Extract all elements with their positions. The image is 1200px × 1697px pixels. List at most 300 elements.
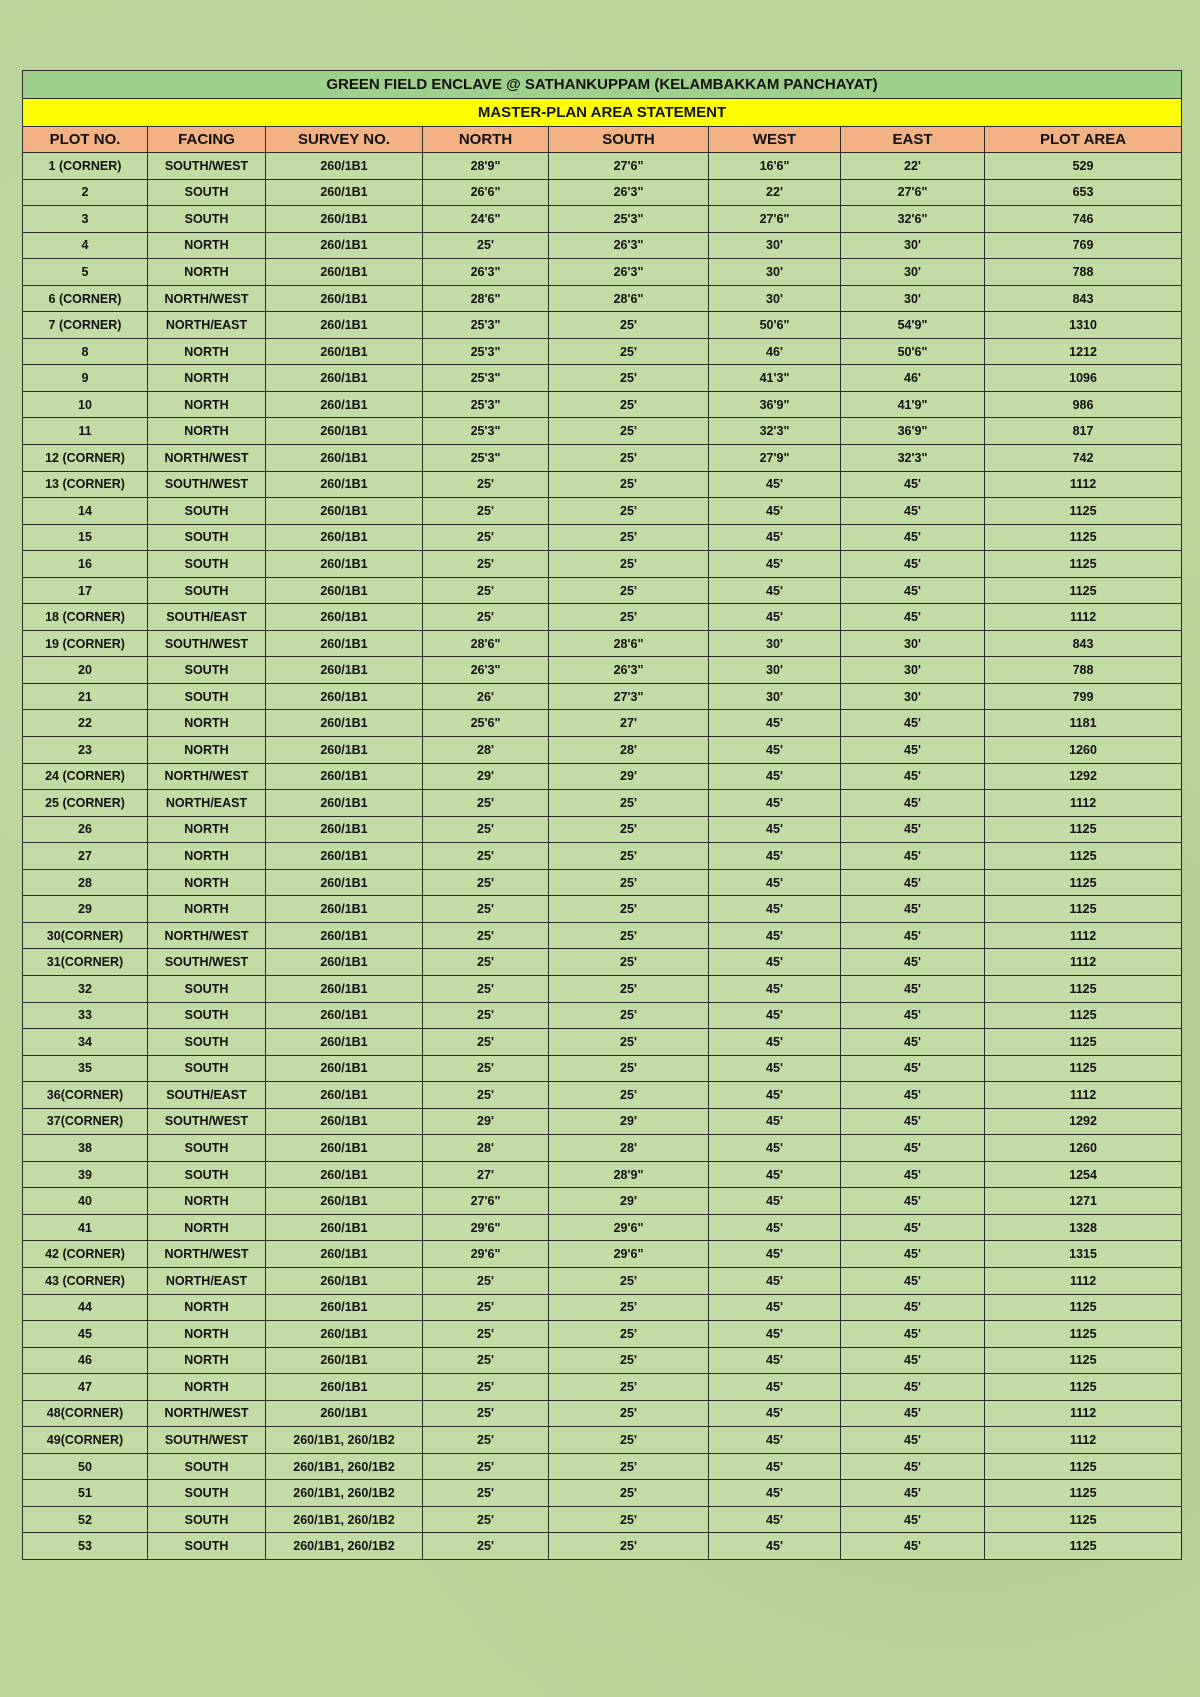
table-row xyxy=(23,896,1182,923)
west-cell: 45' xyxy=(709,1029,841,1056)
north-cell: 25'3" xyxy=(423,365,549,392)
area-statement-table xyxy=(22,70,1182,1560)
survey-no-cell: 260/1B1 xyxy=(266,630,423,657)
plot-area-cell: 986 xyxy=(985,391,1182,418)
east-cell: 45' xyxy=(841,1533,985,1560)
south-cell: 25' xyxy=(549,1294,709,1321)
survey-no-cell: 260/1B1, 260/1B2 xyxy=(266,1533,423,1560)
east-cell: 45' xyxy=(841,949,985,976)
north-cell: 25' xyxy=(423,1533,549,1560)
north-cell: 25' xyxy=(423,1506,549,1533)
survey-no-cell: 260/1B1 xyxy=(266,551,423,578)
table-row xyxy=(23,1506,1182,1533)
plot-no-cell: 29 xyxy=(23,896,148,923)
west-cell: 45' xyxy=(709,922,841,949)
table-row xyxy=(23,1321,1182,1348)
west-cell: 45' xyxy=(709,1082,841,1109)
north-cell: 25' xyxy=(423,471,549,498)
table-row xyxy=(23,312,1182,339)
plot-area-cell: 1212 xyxy=(985,338,1182,365)
table-row xyxy=(23,657,1182,684)
table-row xyxy=(23,232,1182,259)
plot-area-cell: 1125 xyxy=(985,896,1182,923)
west-cell: 30' xyxy=(709,683,841,710)
plot-no-cell: 17 xyxy=(23,577,148,604)
facing-cell: NORTH xyxy=(148,338,266,365)
survey-no-cell: 260/1B1 xyxy=(266,179,423,206)
plot-no-cell: 1 (CORNER) xyxy=(23,153,148,180)
survey-no-cell: 260/1B1 xyxy=(266,471,423,498)
east-cell: 45' xyxy=(841,1267,985,1294)
survey-no-cell: 260/1B1 xyxy=(266,285,423,312)
survey-no-cell: 260/1B1 xyxy=(266,524,423,551)
facing-cell: SOUTH xyxy=(148,1135,266,1162)
table-row xyxy=(23,445,1182,472)
plot-no-cell: 13 (CORNER) xyxy=(23,471,148,498)
facing-cell: NORTH xyxy=(148,365,266,392)
north-cell: 25' xyxy=(423,604,549,631)
west-cell: 45' xyxy=(709,816,841,843)
plot-no-cell: 31(CORNER) xyxy=(23,949,148,976)
west-cell: 45' xyxy=(709,1267,841,1294)
south-cell: 25' xyxy=(549,577,709,604)
south-cell: 25' xyxy=(549,1055,709,1082)
west-cell: 45' xyxy=(709,1214,841,1241)
east-cell: 30' xyxy=(841,657,985,684)
survey-no-cell: 260/1B1 xyxy=(266,1214,423,1241)
plot-no-cell: 30(CORNER) xyxy=(23,922,148,949)
plot-area-cell: 1292 xyxy=(985,1108,1182,1135)
north-cell: 25' xyxy=(423,843,549,870)
facing-cell: NORTH xyxy=(148,843,266,870)
east-cell: 45' xyxy=(841,1400,985,1427)
south-cell: 25' xyxy=(549,1347,709,1374)
north-cell: 25'3" xyxy=(423,391,549,418)
table-row xyxy=(23,949,1182,976)
west-cell: 45' xyxy=(709,1055,841,1082)
plot-rows xyxy=(23,153,1182,1560)
plot-area-cell: 799 xyxy=(985,683,1182,710)
south-cell: 25' xyxy=(549,1082,709,1109)
plot-no-cell: 16 xyxy=(23,551,148,578)
plot-no-cell: 3 xyxy=(23,206,148,233)
west-cell: 27'6" xyxy=(709,206,841,233)
facing-cell: SOUTH xyxy=(148,1002,266,1029)
east-cell: 30' xyxy=(841,630,985,657)
plot-area-cell: 1125 xyxy=(985,577,1182,604)
survey-no-cell: 260/1B1 xyxy=(266,816,423,843)
west-cell: 45' xyxy=(709,1400,841,1427)
west-cell: 45' xyxy=(709,524,841,551)
west-cell: 45' xyxy=(709,498,841,525)
plot-no-cell: 47 xyxy=(23,1374,148,1401)
east-cell: 45' xyxy=(841,1241,985,1268)
south-cell: 28'6" xyxy=(549,285,709,312)
south-cell: 25' xyxy=(549,922,709,949)
east-cell: 45' xyxy=(841,1135,985,1162)
survey-no-cell: 260/1B1 xyxy=(266,869,423,896)
south-cell: 26'3" xyxy=(549,232,709,259)
table-row xyxy=(23,1241,1182,1268)
east-cell: 45' xyxy=(841,1161,985,1188)
plot-area-cell: 1125 xyxy=(985,1533,1182,1560)
survey-no-cell: 260/1B1 xyxy=(266,498,423,525)
west-cell: 45' xyxy=(709,896,841,923)
facing-cell: NORTH xyxy=(148,418,266,445)
facing-cell: NORTH xyxy=(148,1321,266,1348)
table-row xyxy=(23,338,1182,365)
south-cell: 25' xyxy=(549,1427,709,1454)
plot-area-cell: 1112 xyxy=(985,922,1182,949)
table-row xyxy=(23,763,1182,790)
column-header-survey-no: SURVEY NO. xyxy=(266,127,423,153)
north-cell: 25' xyxy=(423,790,549,817)
facing-cell: NORTH xyxy=(148,259,266,286)
table-row xyxy=(23,471,1182,498)
facing-cell: NORTH xyxy=(148,1347,266,1374)
plot-area-cell: 1125 xyxy=(985,1002,1182,1029)
table-row xyxy=(23,1055,1182,1082)
south-cell: 25' xyxy=(549,816,709,843)
south-cell: 27'3" xyxy=(549,683,709,710)
survey-no-cell: 260/1B1 xyxy=(266,259,423,286)
table-row xyxy=(23,551,1182,578)
plot-area-cell: 788 xyxy=(985,259,1182,286)
south-cell: 25' xyxy=(549,1533,709,1560)
table-row xyxy=(23,1400,1182,1427)
plot-area-cell: 1112 xyxy=(985,949,1182,976)
west-cell: 30' xyxy=(709,232,841,259)
facing-cell: SOUTH xyxy=(148,551,266,578)
south-cell: 25'3" xyxy=(549,206,709,233)
south-cell: 25' xyxy=(549,604,709,631)
south-cell: 29' xyxy=(549,1108,709,1135)
north-cell: 25' xyxy=(423,1267,549,1294)
facing-cell: SOUTH xyxy=(148,1506,266,1533)
east-cell: 45' xyxy=(841,1294,985,1321)
west-cell: 45' xyxy=(709,1374,841,1401)
north-cell: 28' xyxy=(423,737,549,764)
facing-cell: NORTH xyxy=(148,896,266,923)
plot-no-cell: 11 xyxy=(23,418,148,445)
table-row xyxy=(23,630,1182,657)
table-row xyxy=(23,206,1182,233)
table-row xyxy=(23,1188,1182,1215)
table-row xyxy=(23,365,1182,392)
survey-no-cell: 260/1B1 xyxy=(266,710,423,737)
column-header-plot-no: PLOT NO. xyxy=(23,127,148,153)
west-cell: 30' xyxy=(709,285,841,312)
west-cell: 45' xyxy=(709,471,841,498)
table-row xyxy=(23,1427,1182,1454)
plot-no-cell: 40 xyxy=(23,1188,148,1215)
plot-area-cell: 1292 xyxy=(985,763,1182,790)
survey-no-cell: 260/1B1 xyxy=(266,391,423,418)
south-cell: 25' xyxy=(549,896,709,923)
south-cell: 26'3" xyxy=(549,179,709,206)
north-cell: 27' xyxy=(423,1161,549,1188)
facing-cell: NORTH xyxy=(148,1374,266,1401)
facing-cell: NORTH/EAST xyxy=(148,790,266,817)
survey-no-cell: 260/1B1 xyxy=(266,1082,423,1109)
plot-area-cell: 1125 xyxy=(985,843,1182,870)
east-cell: 45' xyxy=(841,763,985,790)
plot-area-cell: 1125 xyxy=(985,498,1182,525)
table-row xyxy=(23,604,1182,631)
south-cell: 25' xyxy=(549,975,709,1002)
plot-no-cell: 51 xyxy=(23,1480,148,1507)
facing-cell: SOUTH xyxy=(148,498,266,525)
survey-no-cell: 260/1B1 xyxy=(266,338,423,365)
facing-cell: NORTH/WEST xyxy=(148,445,266,472)
plot-area-cell: 1125 xyxy=(985,1321,1182,1348)
column-header-north: NORTH xyxy=(423,127,549,153)
facing-cell: SOUTH/WEST xyxy=(148,1427,266,1454)
south-cell: 25' xyxy=(549,418,709,445)
south-cell: 25' xyxy=(549,1374,709,1401)
table-row xyxy=(23,1480,1182,1507)
plot-area-cell: 1310 xyxy=(985,312,1182,339)
west-cell: 45' xyxy=(709,1188,841,1215)
plot-area-cell: 1125 xyxy=(985,1055,1182,1082)
plot-area-cell: 843 xyxy=(985,285,1182,312)
plot-no-cell: 7 (CORNER) xyxy=(23,312,148,339)
north-cell: 25' xyxy=(423,922,549,949)
plot-area-cell: 1112 xyxy=(985,1267,1182,1294)
table-row xyxy=(23,577,1182,604)
table-row xyxy=(23,843,1182,870)
plot-no-cell: 24 (CORNER) xyxy=(23,763,148,790)
facing-cell: SOUTH/WEST xyxy=(148,153,266,180)
survey-no-cell: 260/1B1 xyxy=(266,1400,423,1427)
plot-no-cell: 52 xyxy=(23,1506,148,1533)
table-row xyxy=(23,816,1182,843)
south-cell: 25' xyxy=(549,1002,709,1029)
table-row xyxy=(23,1002,1182,1029)
west-cell: 45' xyxy=(709,949,841,976)
plot-no-cell: 48(CORNER) xyxy=(23,1400,148,1427)
facing-cell: NORTH xyxy=(148,1188,266,1215)
west-cell: 16'6" xyxy=(709,153,841,180)
west-cell: 27'9" xyxy=(709,445,841,472)
survey-no-cell: 260/1B1 xyxy=(266,922,423,949)
south-cell: 25' xyxy=(549,1506,709,1533)
north-cell: 25' xyxy=(423,232,549,259)
south-cell: 25' xyxy=(549,1321,709,1348)
survey-no-cell: 260/1B1, 260/1B2 xyxy=(266,1506,423,1533)
survey-no-cell: 260/1B1 xyxy=(266,1188,423,1215)
west-cell: 45' xyxy=(709,710,841,737)
east-cell: 45' xyxy=(841,975,985,1002)
east-cell: 46' xyxy=(841,365,985,392)
west-cell: 30' xyxy=(709,259,841,286)
plot-area-cell: 1112 xyxy=(985,1082,1182,1109)
west-cell: 30' xyxy=(709,657,841,684)
survey-no-cell: 260/1B1 xyxy=(266,312,423,339)
plot-area-cell: 1096 xyxy=(985,365,1182,392)
survey-no-cell: 260/1B1 xyxy=(266,365,423,392)
plot-area-cell: 529 xyxy=(985,153,1182,180)
north-cell: 26'3" xyxy=(423,657,549,684)
facing-cell: SOUTH xyxy=(148,1453,266,1480)
south-cell: 29' xyxy=(549,1188,709,1215)
north-cell: 25' xyxy=(423,1400,549,1427)
plot-area-cell: 1125 xyxy=(985,1374,1182,1401)
plot-no-cell: 39 xyxy=(23,1161,148,1188)
north-cell: 29'6" xyxy=(423,1241,549,1268)
facing-cell: SOUTH xyxy=(148,975,266,1002)
plot-no-cell: 37(CORNER) xyxy=(23,1108,148,1135)
south-cell: 26'3" xyxy=(549,657,709,684)
plot-no-cell: 14 xyxy=(23,498,148,525)
west-cell: 45' xyxy=(709,1427,841,1454)
east-cell: 27'6" xyxy=(841,179,985,206)
survey-no-cell: 260/1B1 xyxy=(266,232,423,259)
plot-no-cell: 26 xyxy=(23,816,148,843)
plot-no-cell: 21 xyxy=(23,683,148,710)
plot-no-cell: 15 xyxy=(23,524,148,551)
west-cell: 46' xyxy=(709,338,841,365)
south-cell: 25' xyxy=(549,471,709,498)
table-row xyxy=(23,1294,1182,1321)
facing-cell: SOUTH xyxy=(148,1480,266,1507)
west-cell: 45' xyxy=(709,1480,841,1507)
plot-no-cell: 45 xyxy=(23,1321,148,1348)
table-row xyxy=(23,524,1182,551)
east-cell: 45' xyxy=(841,498,985,525)
south-cell: 25' xyxy=(549,551,709,578)
plot-area-cell: 1254 xyxy=(985,1161,1182,1188)
plot-area-cell: 1315 xyxy=(985,1241,1182,1268)
north-cell: 25' xyxy=(423,1055,549,1082)
west-cell: 36'9" xyxy=(709,391,841,418)
west-cell: 45' xyxy=(709,1294,841,1321)
north-cell: 25' xyxy=(423,1427,549,1454)
west-cell: 45' xyxy=(709,1108,841,1135)
west-cell: 45' xyxy=(709,843,841,870)
west-cell: 45' xyxy=(709,1135,841,1162)
survey-no-cell: 260/1B1 xyxy=(266,657,423,684)
facing-cell: SOUTH/WEST xyxy=(148,1108,266,1135)
facing-cell: SOUTH/EAST xyxy=(148,604,266,631)
plot-no-cell: 49(CORNER) xyxy=(23,1427,148,1454)
north-cell: 25' xyxy=(423,577,549,604)
survey-no-cell: 260/1B1 xyxy=(266,153,423,180)
east-cell: 45' xyxy=(841,1453,985,1480)
plot-area-cell: 1125 xyxy=(985,1347,1182,1374)
plot-area-cell: 843 xyxy=(985,630,1182,657)
plot-no-cell: 23 xyxy=(23,737,148,764)
plot-no-cell: 2 xyxy=(23,179,148,206)
survey-no-cell: 260/1B1 xyxy=(266,763,423,790)
table-row xyxy=(23,869,1182,896)
east-cell: 32'3" xyxy=(841,445,985,472)
north-cell: 24'6" xyxy=(423,206,549,233)
plot-no-cell: 42 (CORNER) xyxy=(23,1241,148,1268)
plot-area-cell: 1125 xyxy=(985,551,1182,578)
table-row xyxy=(23,1533,1182,1560)
plot-area-cell: 1125 xyxy=(985,1506,1182,1533)
plot-area-cell: 769 xyxy=(985,232,1182,259)
plot-no-cell: 41 xyxy=(23,1214,148,1241)
plot-no-cell: 20 xyxy=(23,657,148,684)
south-cell: 25' xyxy=(549,1029,709,1056)
survey-no-cell: 260/1B1 xyxy=(266,577,423,604)
column-header-plot-area: PLOT AREA xyxy=(985,127,1182,153)
south-cell: 27' xyxy=(549,710,709,737)
plot-area-cell: 1271 xyxy=(985,1188,1182,1215)
south-cell: 25' xyxy=(549,445,709,472)
north-cell: 25'3" xyxy=(423,338,549,365)
east-cell: 45' xyxy=(841,551,985,578)
plot-no-cell: 36(CORNER) xyxy=(23,1082,148,1109)
north-cell: 25' xyxy=(423,1374,549,1401)
table-row xyxy=(23,418,1182,445)
north-cell: 25' xyxy=(423,869,549,896)
table-row xyxy=(23,1374,1182,1401)
east-cell: 45' xyxy=(841,1108,985,1135)
plot-no-cell: 27 xyxy=(23,843,148,870)
east-cell: 45' xyxy=(841,869,985,896)
survey-no-cell: 260/1B1 xyxy=(266,949,423,976)
north-cell: 25' xyxy=(423,896,549,923)
east-cell: 30' xyxy=(841,285,985,312)
table-row xyxy=(23,285,1182,312)
south-cell: 25' xyxy=(549,498,709,525)
plot-no-cell: 19 (CORNER) xyxy=(23,630,148,657)
table-row xyxy=(23,1108,1182,1135)
east-cell: 45' xyxy=(841,896,985,923)
plot-no-cell: 18 (CORNER) xyxy=(23,604,148,631)
north-cell: 29' xyxy=(423,763,549,790)
east-cell: 45' xyxy=(841,1347,985,1374)
table-row xyxy=(23,259,1182,286)
table-row xyxy=(23,1029,1182,1056)
west-cell: 50'6" xyxy=(709,312,841,339)
east-cell: 45' xyxy=(841,816,985,843)
plot-no-cell: 50 xyxy=(23,1453,148,1480)
facing-cell: SOUTH/EAST xyxy=(148,1082,266,1109)
south-cell: 27'6" xyxy=(549,153,709,180)
north-cell: 25' xyxy=(423,949,549,976)
east-cell: 45' xyxy=(841,1427,985,1454)
south-cell: 29'6" xyxy=(549,1214,709,1241)
survey-no-cell: 260/1B1 xyxy=(266,975,423,1002)
west-cell: 45' xyxy=(709,1506,841,1533)
survey-no-cell: 260/1B1, 260/1B2 xyxy=(266,1453,423,1480)
survey-no-cell: 260/1B1 xyxy=(266,1374,423,1401)
survey-no-cell: 260/1B1 xyxy=(266,1108,423,1135)
column-header-row xyxy=(23,127,1182,153)
south-cell: 26'3" xyxy=(549,259,709,286)
plot-no-cell: 8 xyxy=(23,338,148,365)
table-row xyxy=(23,1267,1182,1294)
north-cell: 25'3" xyxy=(423,418,549,445)
table-row xyxy=(23,922,1182,949)
north-cell: 26' xyxy=(423,683,549,710)
survey-no-cell: 260/1B1 xyxy=(266,790,423,817)
plot-area-cell: 1125 xyxy=(985,1294,1182,1321)
table-row xyxy=(23,1347,1182,1374)
north-cell: 29' xyxy=(423,1108,549,1135)
south-cell: 28'6" xyxy=(549,630,709,657)
survey-no-cell: 260/1B1 xyxy=(266,445,423,472)
west-cell: 45' xyxy=(709,975,841,1002)
column-header-west: WEST xyxy=(709,127,841,153)
east-cell: 30' xyxy=(841,232,985,259)
north-cell: 26'3" xyxy=(423,259,549,286)
north-cell: 25' xyxy=(423,1294,549,1321)
